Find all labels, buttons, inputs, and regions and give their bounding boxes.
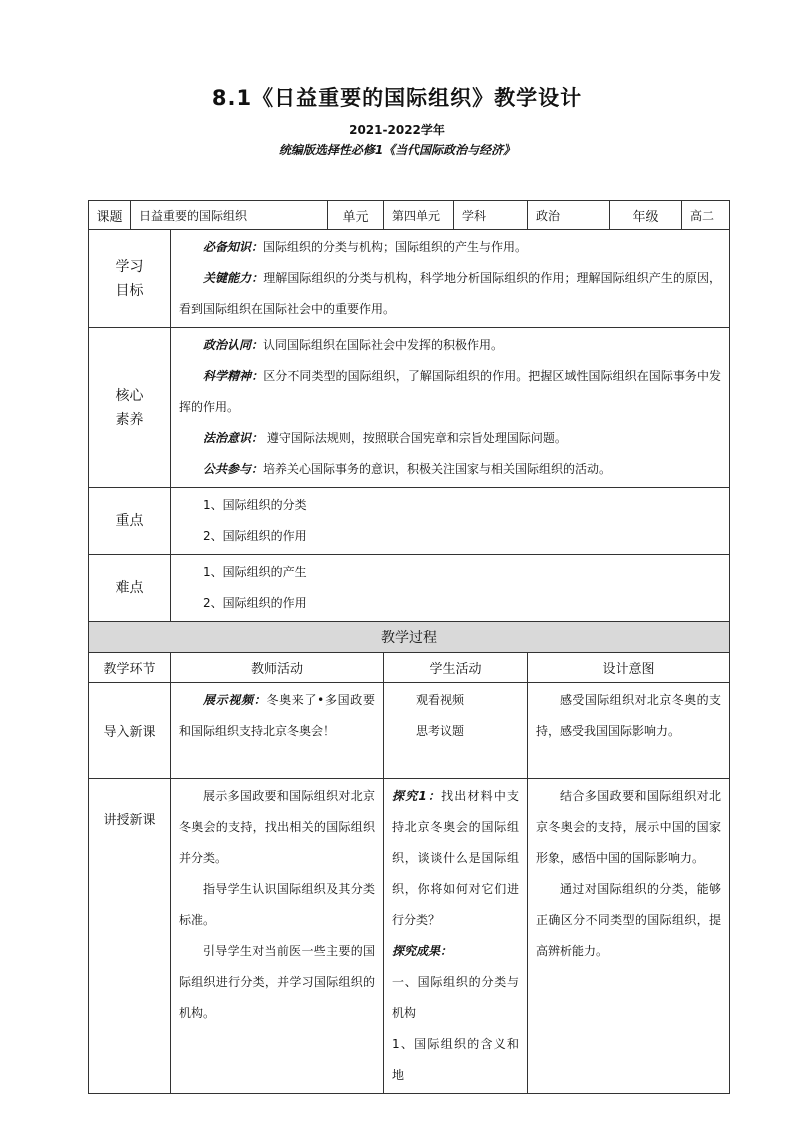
intro-student-2: 思考议题: [416, 724, 465, 738]
header-student: 学生活动: [384, 653, 528, 683]
goals-label-line2: 目标: [115, 282, 144, 299]
process-band: 教学过程: [89, 622, 730, 653]
core-content: [171, 328, 730, 488]
goals-label: [89, 230, 171, 328]
difficult-row: [89, 555, 730, 622]
lecture-student-s2: 1、国际组织的含义和地: [392, 1037, 520, 1082]
header-teacher: 教师活动: [171, 653, 384, 683]
header-stage: 教学环节: [89, 653, 171, 683]
lecture-student: [384, 779, 528, 1094]
info-row: [89, 201, 730, 230]
topic-key: 课题: [89, 201, 131, 230]
process-header-row: [89, 653, 730, 683]
core-label-line2: 素养: [115, 411, 144, 428]
core-political: 政治认同：认同国际组织在国际社会中发挥的积极作用。: [203, 338, 504, 352]
difficult-item: 2、国际组织的作用: [203, 596, 307, 610]
school-year: 2021-2022学年: [349, 123, 445, 137]
core-legal: 法治意识： 遵守国际法规则，按照联合国宪章和宗旨处理国际问题。: [203, 431, 567, 445]
intro-student-1: 观看视频: [416, 693, 465, 707]
unit-key: 单元: [328, 201, 384, 230]
lecture-teacher-3: 引导学生对当前医一些主要的国际组织进行分类，并学习国际组织的机构。: [179, 944, 376, 1020]
subject-value: 政治: [528, 201, 610, 230]
lecture-teacher-1: 展示多国政要和国际组织对北京冬奥会的支持，找出相关的国际组织并分类。: [179, 789, 376, 865]
course-name: 统编版选择性必修1《当代国际政治与经济》: [278, 143, 516, 157]
lecture-row: [89, 779, 730, 1094]
lecture-intent: [528, 779, 730, 1094]
core-label: [89, 328, 171, 488]
core-public: 公共参与：培养关心国际事务的意识，积极关注国家与相关国际组织的活动。: [203, 462, 612, 476]
core-scientific: 科学精神：区分不同类型的国际组织，了解国际组织的作用。把握区域性国际组织在国际事务中发挥的作用。: [179, 369, 722, 414]
goal-knowledge: 必备知识：国际组织的分类与机构；国际组织的产生与作用。: [203, 240, 528, 254]
lecture-student-result: 探究成果：: [392, 944, 453, 958]
intro-intent-text: 感受国际组织对北京冬奥的支持，感受我国国际影响力。: [536, 693, 722, 738]
goals-content: [171, 230, 730, 328]
lecture-intent-2: 通过对国际组织的分类，能够正确区分不同类型的国际组织，提高辨析能力。: [536, 882, 722, 958]
lesson-plan-table: [88, 200, 730, 1094]
key-item: 2、国际组织的作用: [203, 529, 307, 543]
lecture-stage: 讲授新课: [89, 779, 171, 1094]
goal-ability: 关键能力：理解国际组织的分类与机构，科学地分析国际组织的作用；理解国际组织产生的原因，看到国际组织在国际社会中的重要作用。: [179, 271, 722, 316]
document-title: 8.1《日益重要的国际组织》教学设计: [211, 86, 583, 110]
intro-row: [89, 683, 730, 779]
difficult-label: 难点: [89, 555, 171, 622]
lecture-teacher-2: 指导学生认识国际组织及其分类标准。: [179, 882, 376, 927]
intro-stage: 导入新课: [89, 683, 171, 779]
core-label-line1: 核心: [115, 387, 144, 404]
lecture-intent-1: 结合多国政要和国际组织对北京冬奥会的支持，展示中国的国家形象，感悟中国的国际影响力。: [536, 789, 722, 865]
lecture-student-s1: 一、国际组织的分类与机构: [392, 975, 520, 1020]
grade-key: 年级: [610, 201, 682, 230]
difficult-content: [171, 555, 730, 622]
intro-intent: [528, 683, 730, 779]
process-band-row: [89, 622, 730, 653]
grade-value: 高二: [682, 201, 730, 230]
topic-value: 日益重要的国际组织: [131, 201, 328, 230]
key-label: 重点: [89, 488, 171, 555]
lecture-teacher: [171, 779, 384, 1094]
intro-teacher-text: 展示视频：冬奥来了•多国政要和国际组织支持北京冬奥会！: [179, 693, 375, 738]
lecture-student-task: 探究1：找出材料中支持北京冬奥会的国际组织，谈谈什么是国际组织，你将如何对它们进行分类？: [392, 789, 520, 927]
unit-value: 第四单元: [384, 201, 454, 230]
goals-label-line1: 学习: [115, 258, 144, 275]
key-row: [89, 488, 730, 555]
intro-teacher: [171, 683, 384, 779]
intro-student: [384, 683, 528, 779]
subject-key: 学科: [454, 201, 528, 230]
header-intent: 设计意图: [528, 653, 730, 683]
goals-row: [89, 230, 730, 328]
key-item: 1、国际组织的分类: [203, 498, 307, 512]
core-row: [89, 328, 730, 488]
key-content: [171, 488, 730, 555]
difficult-item: 1、国际组织的产生: [203, 565, 307, 579]
